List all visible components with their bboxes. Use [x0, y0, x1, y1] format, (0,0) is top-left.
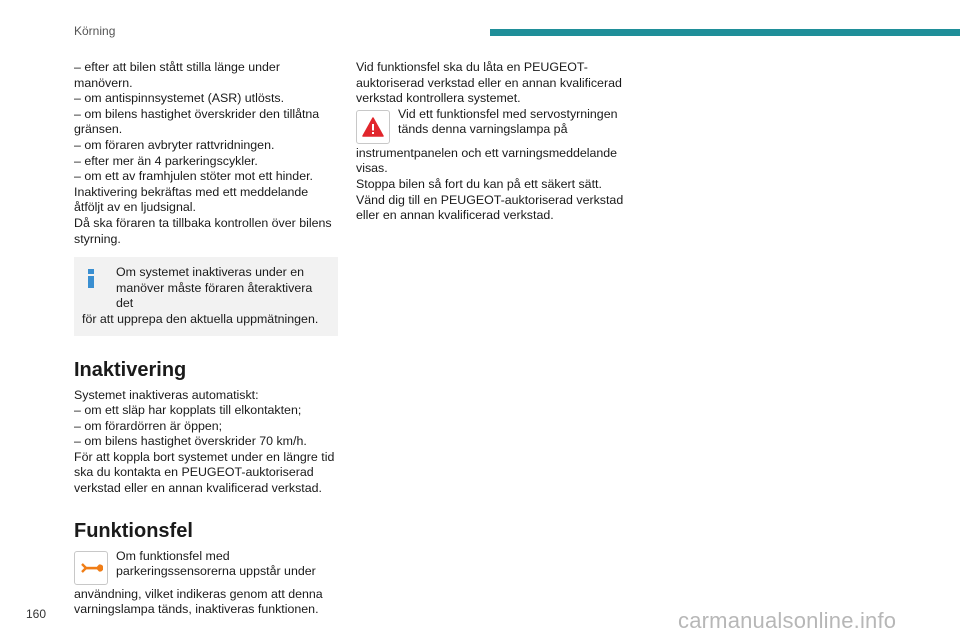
warning-text-rest: instrumentpanelen och ett varningsmeddelande visas.	[356, 145, 618, 176]
warning-paragraph	[356, 107, 626, 177]
wrench-icon	[74, 551, 108, 585]
text-line: – om bilens hastighet överskrider 70 km/h.	[74, 434, 307, 449]
funktionsfel-text: Om funktionsfel med parkeringssensorerna uppstår under	[116, 548, 316, 579]
text-line: För att koppla bort systemet under en längre tid ska du kontakta en PEUGEOT-auktoriserad verkstad eller en annan kvalificerad verkstad.	[74, 449, 335, 496]
site-watermark: carmanualsonline.info	[678, 608, 897, 633]
text-line: – efter mer än 4 parkeringscykler.	[74, 153, 258, 168]
section-heading-inaktivering: Inaktivering	[74, 358, 187, 381]
text-line: – om ett släp har kopplats till elkontakten;	[74, 403, 302, 418]
text-line: Inaktivering bekräftas med ett meddelande åtföljt av en ljudsignal.	[74, 184, 309, 215]
info-note-box	[74, 257, 338, 335]
warning-text: Vid ett funktionsfel med servostyrningen tänds denna varningslampa på	[398, 106, 618, 137]
info-note-text: Om systemet inaktiveras under en manöver måste föraren återaktivera det	[116, 265, 313, 311]
right-column	[356, 60, 626, 224]
text-line: – om föraren avbryter rattvridningen.	[74, 137, 275, 152]
funktionsfel-paragraph	[74, 549, 338, 618]
page-number: 160	[26, 607, 47, 621]
section-heading-funktionsfel: Funktionsfel	[74, 519, 193, 542]
text-paragraph: Vänd dig till en PEUGEOT-auktoriserad verkstad eller en annan kvalificerad verkstad.	[356, 192, 624, 223]
warning-triangle-icon	[356, 110, 390, 144]
info-note-text-rest: för att upprepa den aktuella uppmätningen.	[82, 311, 319, 326]
funktionsfel-text-rest: användning, vilket indikeras genom att denna varningslampa tänds, inaktiveras funktionen.	[74, 586, 323, 617]
text-line: – om antispinnsystemet (ASR) utlösts.	[74, 91, 285, 106]
left-column	[74, 60, 338, 618]
text-paragraph: Stoppa bilen så fort du kan på ett säkert sätt.	[356, 176, 602, 191]
text-line: – om ett av framhjulen stöter mot ett hinder.	[74, 169, 313, 184]
text-line: – om förardörren är öppen;	[74, 418, 223, 433]
text-line: – om bilens hastighet överskrider den tillåtna gränsen.	[74, 106, 320, 137]
text-line: Systemet inaktiveras automatiskt:	[74, 387, 259, 402]
page-header-title: Körning	[74, 24, 116, 38]
header-accent-bar	[490, 29, 960, 36]
text-line: – efter att bilen stått stilla länge under manövern.	[74, 60, 280, 90]
info-icon	[88, 269, 94, 287]
text-line: Då ska föraren ta tillbaka kontrollen över bilens styrning.	[74, 215, 332, 246]
text-paragraph: Vid funktionsfel ska du låta en PEUGEOT-auktoriserad verkstad eller en annan kvalificerad verkstad kontrollera systemet.	[356, 60, 622, 106]
